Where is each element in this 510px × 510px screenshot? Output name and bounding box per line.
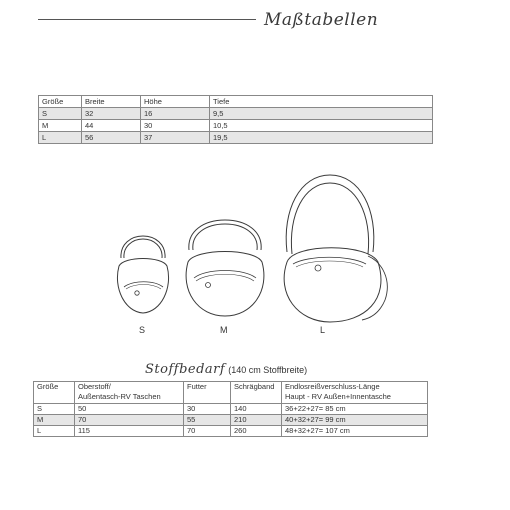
header-text: Futter [187,382,207,391]
header-cell: Höhe [141,96,210,108]
header-cell [75,382,184,404]
table-cell: 140 [231,404,282,415]
table-row [34,404,428,415]
table-cell: S [34,404,75,415]
table-cell: 36+22+27= 85 cm [282,404,428,415]
table-cell: 16 [141,108,210,120]
bag-label-l: L [320,325,326,335]
table-cell: L [39,132,82,144]
table-cell: 70 [75,415,184,426]
table-cell: 70 [184,426,231,437]
table-cell: 37 [141,132,210,144]
table-cell: 210 [231,415,282,426]
header-cell: Breite [82,96,141,108]
bag-medium-icon [186,220,264,316]
table-cell: 44 [82,120,141,132]
table-cell: 56 [82,132,141,144]
table-cell: L [34,426,75,437]
fabric-heading [145,360,307,378]
header-text: Schrägband [234,382,275,391]
table-cell: 9,5 [210,108,433,120]
bag-label-s: S [139,325,146,335]
table-row [34,415,428,426]
table-cell: 32 [82,108,141,120]
header-text: Größe [37,382,59,391]
page-title: Maßtabellen [264,10,379,30]
header-text: Außentasch-RV Taschen [78,392,161,401]
bag-small-icon [117,236,168,313]
table-cell: 19,5 [210,132,433,144]
table-cell: 30 [141,120,210,132]
header-cell: Größe [39,96,82,108]
table-cell: 55 [184,415,231,426]
header-cell [34,382,75,404]
header-cell [282,382,428,404]
table-cell: 10,5 [210,120,433,132]
table-cell: 40+32+27= 99 cm [282,415,428,426]
table-row [34,426,428,437]
table-cell: M [34,415,75,426]
fabric-table [33,381,428,437]
header-text: Haupt - RV Außen+Innentasche [285,392,391,401]
header-text: Oberstoff/ [78,382,111,391]
fabric-title: Stoffbedarf [145,362,226,377]
fabric-subtitle: (140 cm Stoffbreite) [228,365,308,375]
header-cell [184,382,231,404]
table-cell: 30 [184,404,231,415]
table-cell: 50 [75,404,184,415]
table-cell: 260 [231,426,282,437]
header-cell: Tiefe [210,96,433,108]
header-text: Endlosreißverschluss-Länge [285,382,380,391]
bag-label-m: M [220,325,228,335]
table-cell: M [39,120,82,132]
table-cell: S [39,108,82,120]
header-cell [231,382,282,404]
table-cell: 48+32+27= 107 cm [282,426,428,437]
table-cell: 115 [75,426,184,437]
table-header-row [34,382,428,404]
bag-large-icon [284,175,387,322]
